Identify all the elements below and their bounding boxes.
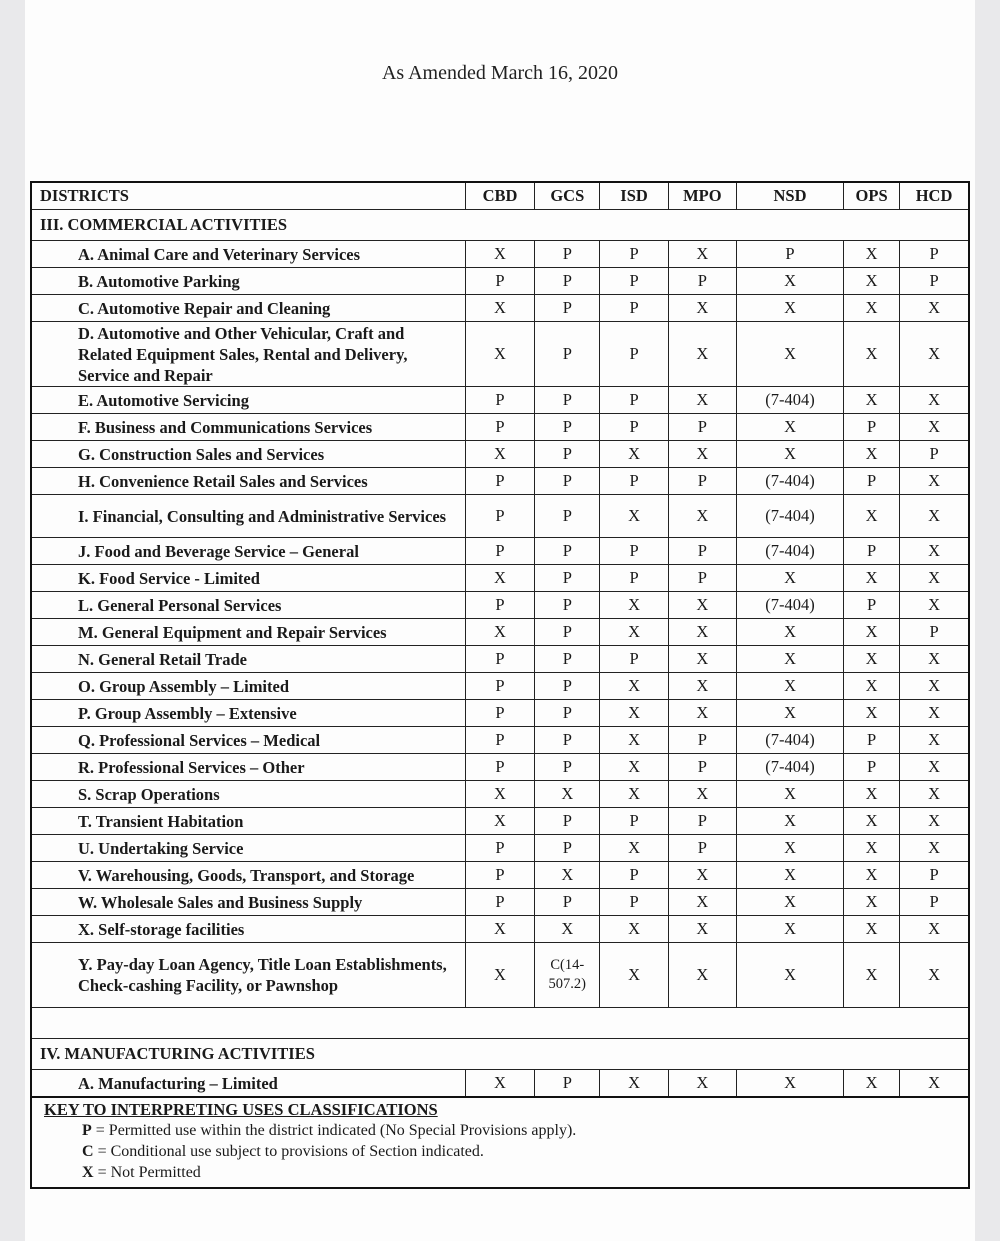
cell-mpo: P [668,835,736,862]
cell-mpo: X [668,700,736,727]
cell-cbd: P [465,727,534,754]
column-header-isd: ISD [600,182,668,210]
cell-gcs: P [535,468,600,495]
use-label: C. Automotive Repair and Cleaning [31,295,465,322]
table-row [31,468,969,495]
use-label: P. Group Assembly – Extensive [31,700,465,727]
cell-ops: X [844,835,900,862]
cell-isd: P [600,295,668,322]
cell-ops: X [844,295,900,322]
cell-mpo: X [668,781,736,808]
table-row [31,241,969,268]
key-section [31,1097,969,1188]
cell-isd: X [600,592,668,619]
cell-mpo: P [668,414,736,441]
cell-isd: P [600,646,668,673]
cell-isd: P [600,538,668,565]
key-title: KEY TO INTERPRETING USES CLASSIFICATIONS [44,1100,438,1119]
cell-hcd: P [900,441,969,468]
cell-cbd: X [465,441,534,468]
section-heading-row [31,1039,969,1070]
cell-cbd: X [465,943,534,1008]
key-item [44,1162,968,1183]
cell-nsd: X [737,565,844,592]
cell-hcd: P [900,268,969,295]
table-row [31,619,969,646]
cell-ops: X [844,1070,900,1098]
cell-ops: X [844,387,900,414]
column-header-cbd: CBD [465,182,534,210]
cell-hcd: X [900,646,969,673]
cell-ops: X [844,495,900,538]
cell-cbd: P [465,268,534,295]
cell-hcd: X [900,781,969,808]
spacer-cell [31,1008,969,1039]
cell-gcs: P [535,441,600,468]
cell-hcd: P [900,862,969,889]
cell-cbd: P [465,889,534,916]
cell-gcs: P [535,387,600,414]
cell-nsd: X [737,673,844,700]
cell-isd: X [600,754,668,781]
cell-cbd: X [465,295,534,322]
table-row [31,538,969,565]
cell-cbd: P [465,646,534,673]
section-heading: IV. MANUFACTURING ACTIVITIES [31,1039,969,1070]
use-label: D. Automotive and Other Vehicular, Craft and Related Equipment Sales, Rental and Delivery, Service and Repair [31,322,465,387]
use-label: Y. Pay-day Loan Agency, Title Loan Establishments, Check-cashing Facility, or Pawnshop [31,943,465,1008]
cell-nsd: (7-404) [737,754,844,781]
cell-gcs: P [535,619,600,646]
cell-cbd: P [465,754,534,781]
use-label: M. General Equipment and Repair Services [31,619,465,646]
table-row [31,592,969,619]
cell-gcs: P [535,700,600,727]
table-row [31,322,969,387]
column-header-nsd: NSD [737,182,844,210]
table-row [31,916,969,943]
cell-gcs: P [535,495,600,538]
cell-hcd: X [900,468,969,495]
cell-nsd: X [737,1070,844,1098]
cell-isd: X [600,943,668,1008]
cell-cbd: X [465,1070,534,1098]
spacer-row [31,1008,969,1039]
cell-ops: X [844,943,900,1008]
cell-hcd: X [900,835,969,862]
cell-mpo: P [668,565,736,592]
table-row [31,808,969,835]
cell-gcs: P [535,538,600,565]
table-row [31,565,969,592]
cell-hcd: X [900,322,969,387]
cell-ops: P [844,468,900,495]
cell-ops: P [844,414,900,441]
cell-nsd: (7-404) [737,727,844,754]
cell-nsd: X [737,268,844,295]
cell-ops: X [844,565,900,592]
cell-nsd: X [737,322,844,387]
cell-nsd: (7-404) [737,592,844,619]
use-label: R. Professional Services – Other [31,754,465,781]
cell-mpo: P [668,268,736,295]
cell-isd: X [600,700,668,727]
cell-mpo: X [668,862,736,889]
cell-nsd: P [737,241,844,268]
cell-gcs: P [535,673,600,700]
column-header-gcs: GCS [535,182,600,210]
cell-cbd: P [465,538,534,565]
use-label: U. Undertaking Service [31,835,465,862]
column-header-hcd: HCD [900,182,969,210]
cell-gcs: P [535,565,600,592]
cell-gcs: P [535,592,600,619]
cell-nsd: X [737,781,844,808]
table-row [31,1070,969,1098]
cell-isd: P [600,468,668,495]
cell-ops: X [844,268,900,295]
cell-hcd: X [900,592,969,619]
column-header-mpo: MPO [668,182,736,210]
cell-cbd: P [465,700,534,727]
cell-cbd: P [465,862,534,889]
cell-nsd: X [737,414,844,441]
cell-nsd: X [737,916,844,943]
cell-cbd: P [465,592,534,619]
table-row [31,835,969,862]
table-row [31,727,969,754]
use-label: G. Construction Sales and Services [31,441,465,468]
use-label: A. Animal Care and Veterinary Services [31,241,465,268]
cell-isd: P [600,322,668,387]
use-label: E. Automotive Servicing [31,387,465,414]
section-heading: III. COMMERCIAL ACTIVITIES [31,210,969,241]
document-title: As Amended March 16, 2020 [381,62,619,84]
district-uses-table [30,181,970,1189]
cell-hcd: X [900,754,969,781]
cell-isd: X [600,673,668,700]
cell-isd: P [600,889,668,916]
cell-gcs: P [535,414,600,441]
table-row [31,889,969,916]
cell-mpo: X [668,387,736,414]
cell-isd: P [600,808,668,835]
cell-mpo: X [668,1070,736,1098]
cell-isd: X [600,495,668,538]
cell-gcs: X [535,916,600,943]
cell-isd: P [600,414,668,441]
cell-gcs: P [535,754,600,781]
key-code: C [82,1143,94,1160]
cell-isd: P [600,387,668,414]
cell-ops: X [844,322,900,387]
use-label: O. Group Assembly – Limited [31,673,465,700]
cell-ops: X [844,619,900,646]
column-header-districts: DISTRICTS [31,182,465,210]
cell-mpo: P [668,808,736,835]
cell-isd: P [600,862,668,889]
key-item [44,1120,968,1141]
cell-isd: X [600,835,668,862]
table-body [31,210,969,1189]
cell-gcs: P [535,835,600,862]
cell-gcs: P [535,646,600,673]
cell-isd: X [600,619,668,646]
cell-cbd: P [465,387,534,414]
cell-gcs: X [535,781,600,808]
cell-hcd: X [900,916,969,943]
cell-isd: X [600,727,668,754]
use-label: N. General Retail Trade [31,646,465,673]
cell-hcd: X [900,295,969,322]
table-row [31,646,969,673]
cell-hcd: P [900,241,969,268]
cell-gcs: P [535,727,600,754]
cell-mpo: X [668,619,736,646]
cell-ops: X [844,862,900,889]
use-label: J. Food and Beverage Service – General [31,538,465,565]
cell-ops: X [844,441,900,468]
cell-hcd: X [900,387,969,414]
cell-hcd: X [900,673,969,700]
cell-ops: X [844,646,900,673]
cell-gcs: P [535,322,600,387]
cell-gcs: P [535,295,600,322]
cell-ops: X [844,808,900,835]
cell-nsd: X [737,862,844,889]
cell-cbd: P [465,673,534,700]
column-header-ops: OPS [844,182,900,210]
cell-nsd: X [737,835,844,862]
cell-isd: P [600,241,668,268]
key-description: = Not Permitted [93,1164,201,1181]
cell-cbd: X [465,916,534,943]
use-label: B. Automotive Parking [31,268,465,295]
cell-cbd: P [465,495,534,538]
section-heading-row [31,210,969,241]
cell-mpo: X [668,646,736,673]
document-page [25,0,975,1241]
use-label: I. Financial, Consulting and Administrative Services [31,495,465,538]
cell-nsd: X [737,943,844,1008]
cell-hcd: X [900,495,969,538]
cell-gcs: P [535,1070,600,1098]
use-label: Q. Professional Services – Medical [31,727,465,754]
table-row [31,441,969,468]
cell-cbd: X [465,781,534,808]
table-row [31,700,969,727]
cell-cbd: X [465,619,534,646]
table-row [31,781,969,808]
cell-mpo: X [668,916,736,943]
cell-cbd: X [465,241,534,268]
cell-gcs: P [535,889,600,916]
cell-mpo: X [668,441,736,468]
table-row [31,414,969,441]
cell-ops: X [844,889,900,916]
cell-nsd: (7-404) [737,495,844,538]
cell-hcd: P [900,889,969,916]
cell-mpo: P [668,727,736,754]
cell-mpo: X [668,322,736,387]
cell-mpo: P [668,754,736,781]
cell-hcd: X [900,538,969,565]
cell-hcd: X [900,943,969,1008]
key-item [44,1141,968,1162]
cell-nsd: X [737,619,844,646]
use-label: H. Convenience Retail Sales and Services [31,468,465,495]
cell-ops: P [844,754,900,781]
cell-ops: P [844,592,900,619]
use-label: A. Manufacturing – Limited [31,1070,465,1098]
cell-mpo: X [668,889,736,916]
table-row [31,673,969,700]
use-label: F. Business and Communications Services [31,414,465,441]
cell-hcd: X [900,700,969,727]
cell-isd: P [600,565,668,592]
cell-hcd: X [900,727,969,754]
cell-mpo: P [668,468,736,495]
cell-nsd: X [737,808,844,835]
cell-ops: X [844,916,900,943]
cell-nsd: (7-404) [737,387,844,414]
key-description: = Permitted use within the district indicated (No Special Provisions apply). [91,1122,577,1139]
table-row [31,943,969,1008]
cell-nsd: X [737,889,844,916]
cell-hcd: X [900,1070,969,1098]
table-row [31,387,969,414]
key-code: X [82,1164,94,1181]
table-row [31,495,969,538]
cell-ops: X [844,700,900,727]
cell-gcs: X [535,862,600,889]
cell-nsd: (7-404) [737,538,844,565]
key-code: P [82,1122,92,1139]
cell-isd: X [600,441,668,468]
cell-ops: P [844,727,900,754]
table-row [31,862,969,889]
cell-isd: X [600,1070,668,1098]
cell-cbd: P [465,835,534,862]
header-row [31,182,969,210]
cell-hcd: X [900,808,969,835]
cell-mpo: X [668,241,736,268]
cell-ops: X [844,673,900,700]
cell-mpo: X [668,943,736,1008]
cell-mpo: X [668,592,736,619]
cell-mpo: P [668,538,736,565]
use-label: X. Self-storage facilities [31,916,465,943]
cell-isd: X [600,916,668,943]
cell-nsd: X [737,700,844,727]
cell-cbd: P [465,468,534,495]
cell-cbd: X [465,808,534,835]
cell-isd: X [600,781,668,808]
use-label: S. Scrap Operations [31,781,465,808]
cell-gcs: P [535,808,600,835]
cell-cbd: X [465,565,534,592]
cell-cbd: X [465,322,534,387]
cell-hcd: P [900,619,969,646]
cell-gcs: C(14-507.2) [535,943,600,1008]
cell-cbd: P [465,414,534,441]
cell-mpo: X [668,673,736,700]
use-label: K. Food Service - Limited [31,565,465,592]
cell-ops: P [844,538,900,565]
table-row [31,295,969,322]
table-row [31,754,969,781]
cell-hcd: X [900,414,969,441]
cell-isd: P [600,268,668,295]
cell-ops: X [844,781,900,808]
use-label: V. Warehousing, Goods, Transport, and Storage [31,862,465,889]
cell-nsd: X [737,441,844,468]
use-label: L. General Personal Services [31,592,465,619]
cell-hcd: X [900,565,969,592]
cell-nsd: (7-404) [737,468,844,495]
cell-nsd: X [737,646,844,673]
cell-mpo: X [668,495,736,538]
use-label: W. Wholesale Sales and Business Supply [31,889,465,916]
cell-gcs: P [535,268,600,295]
cell-mpo: X [668,295,736,322]
cell-nsd: X [737,295,844,322]
cell-ops: X [844,241,900,268]
cell-gcs: P [535,241,600,268]
key-description: = Conditional use subject to provisions of Section indicated. [93,1143,484,1160]
table-row [31,268,969,295]
key-row [31,1097,969,1188]
use-label: T. Transient Habitation [31,808,465,835]
